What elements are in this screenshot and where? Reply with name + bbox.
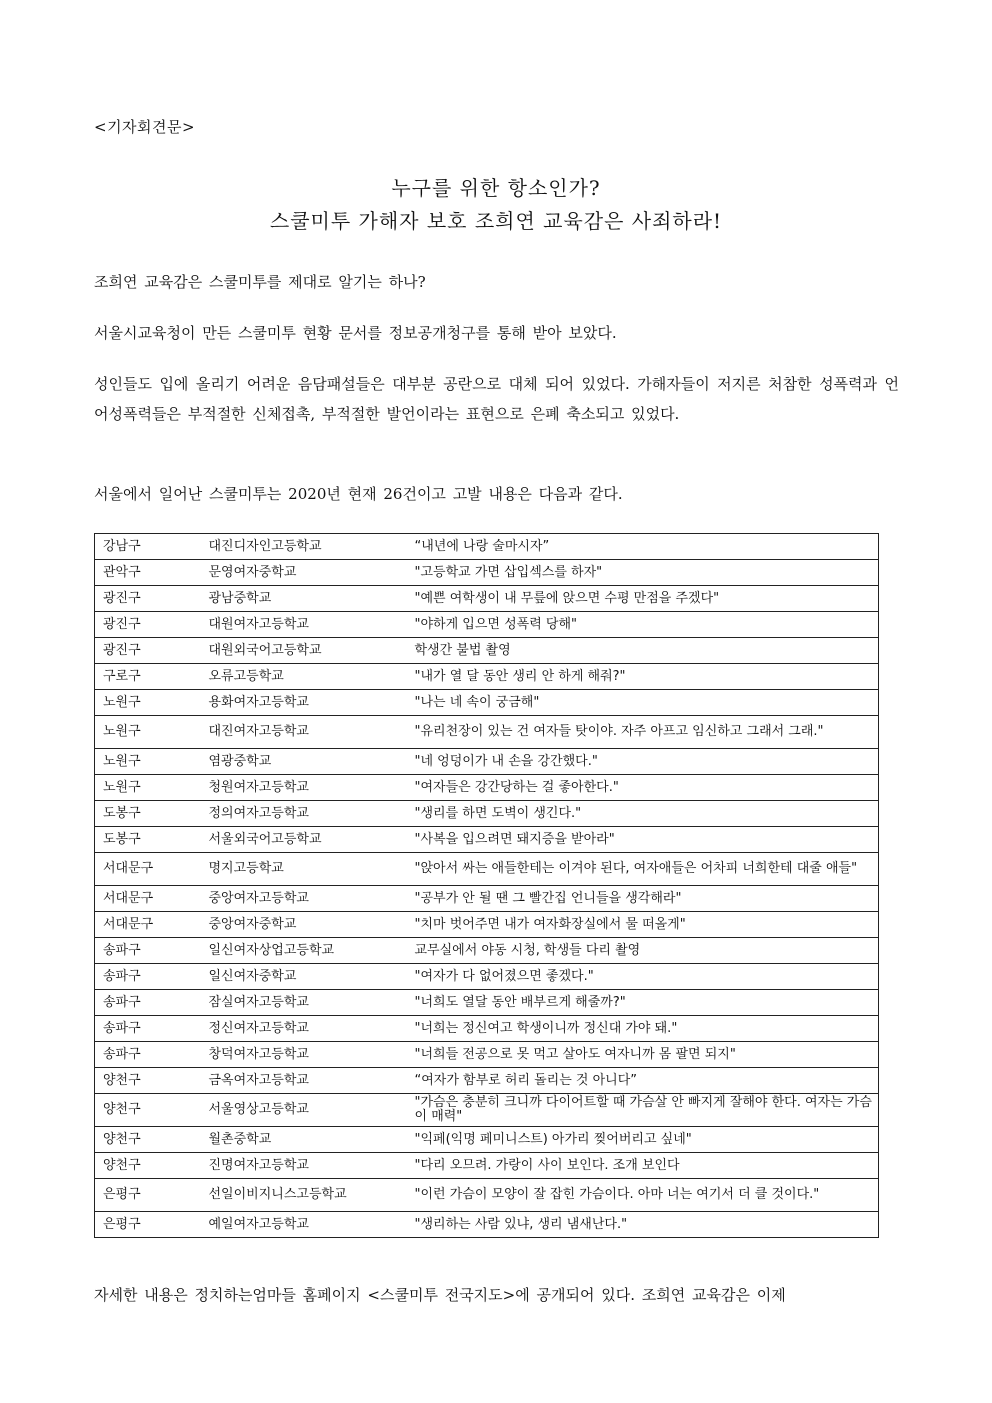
- school-cell: 일신여자중학교: [201, 964, 407, 990]
- district-cell: 광진구: [95, 638, 201, 664]
- paragraph-closing: 자세한 내용은 정치하는엄마들 홈페이지 <스쿨미투 전국지도>에 공개되어 있다. 조희연 교육감은 이제: [94, 1286, 786, 1304]
- school-cell: 잠실여자고등학교: [201, 990, 407, 1016]
- school-cell: 예일여자고등학교: [201, 1212, 407, 1238]
- content-cell: "익페(익명 페미니스트) 아가리 찢어버리고 싶네": [407, 1127, 879, 1153]
- school-cell: 중앙여자중학교: [201, 912, 407, 938]
- school-cell: 대원여자고등학교: [201, 612, 407, 638]
- district-cell: 송파구: [95, 1016, 201, 1042]
- content-cell: "내가 열 달 동안 생리 안 하게 해줘?": [407, 664, 879, 690]
- district-cell: 노원구: [95, 716, 201, 749]
- content-cell: "이런 가슴이 모양이 잘 잡힌 가슴이다. 아마 너는 여기서 더 클 것이다.": [407, 1179, 879, 1212]
- district-cell: 은평구: [95, 1179, 201, 1212]
- table-row: [95, 1179, 879, 1212]
- content-cell: "치마 벗어주면 내가 여자화장실에서 물 떠올게": [407, 912, 879, 938]
- school-cell: 중앙여자고등학교: [201, 886, 407, 912]
- table-row: [95, 638, 879, 664]
- table-row: [95, 612, 879, 638]
- school-cell: 명지고등학교: [201, 853, 407, 886]
- content-cell: "너희는 정신여고 학생이니까 정신대 가야 돼.": [407, 1016, 879, 1042]
- title-line-1: 누구를 위한 항소인가?: [391, 176, 601, 200]
- table-row: [95, 560, 879, 586]
- district-cell: 양천구: [95, 1068, 201, 1094]
- table-row: [95, 1127, 879, 1153]
- content-cell: "너희도 열달 동안 배부르게 해줄까?": [407, 990, 879, 1016]
- content-cell: “여자가 함부로 허리 돌리는 것 아니다”: [407, 1068, 879, 1094]
- school-cell: 대원외국어고등학교: [201, 638, 407, 664]
- table-row: [95, 912, 879, 938]
- school-cell: 서울영상고등학교: [201, 1094, 407, 1127]
- table-row: [95, 1212, 879, 1238]
- school-cell: 대진여자고등학교: [201, 716, 407, 749]
- content-cell: 학생간 불법 촬영: [407, 638, 879, 664]
- paragraph-concealment: 성인들도 입에 올리기 어려운 음담패설들은 대부분 공란으로 대체 되어 있었다. 가해자들이 저지른 처참한 성폭력과 언어성폭력들은 부적절한 신체접촉, 부적절한 발언이라는 표현으로 은폐 축소되고 있었다.: [94, 375, 899, 423]
- district-cell: 강남구: [95, 534, 201, 560]
- district-cell: 송파구: [95, 964, 201, 990]
- district-cell: 노원구: [95, 690, 201, 716]
- content-cell: 교무실에서 야동 시청, 학생들 다리 촬영: [407, 938, 879, 964]
- table-row: [95, 716, 879, 749]
- district-cell: 송파구: [95, 938, 201, 964]
- school-cell: 광남중학교: [201, 586, 407, 612]
- content-cell: "나는 네 속이 궁금해": [407, 690, 879, 716]
- content-cell: "공부가 안 될 땐 그 빨간집 언니들을 생각해라": [407, 886, 879, 912]
- table-row: [95, 1042, 879, 1068]
- content-cell: "너희들 전공으로 못 먹고 살아도 여자니까 몸 팔면 되지": [407, 1042, 879, 1068]
- school-cell: 일신여자상업고등학교: [201, 938, 407, 964]
- district-cell: 양천구: [95, 1153, 201, 1179]
- district-cell: 광진구: [95, 586, 201, 612]
- content-cell: "생리를 하면 도벽이 생긴다.": [407, 801, 879, 827]
- table-row: [95, 534, 879, 560]
- district-cell: 관악구: [95, 560, 201, 586]
- school-cell: 월촌중학교: [201, 1127, 407, 1153]
- school-cell: 오류고등학교: [201, 664, 407, 690]
- paragraph-disclosure: 서울시교육청이 만든 스쿨미투 현황 문서를 정보공개청구를 통해 받아 보았다.: [94, 324, 617, 342]
- district-cell: 서대문구: [95, 912, 201, 938]
- school-cell: 정의여자고등학교: [201, 801, 407, 827]
- table-row: [95, 1068, 879, 1094]
- district-cell: 은평구: [95, 1212, 201, 1238]
- district-cell: 노원구: [95, 749, 201, 775]
- school-cell: 대진디자인고등학교: [201, 534, 407, 560]
- content-cell: "네 엉덩이가 내 손을 강간했다.": [407, 749, 879, 775]
- content-cell: "가슴은 충분히 크니까 다이어트할 때 가슴살 안 빠지게 잘해야 한다. 여자는 가슴이 매력": [407, 1094, 879, 1127]
- district-cell: 도봉구: [95, 827, 201, 853]
- table-row: [95, 1094, 879, 1127]
- content-cell: “내년에 나랑 술마시자”: [407, 534, 879, 560]
- district-cell: 광진구: [95, 612, 201, 638]
- table-row: [95, 664, 879, 690]
- table-row: [95, 1016, 879, 1042]
- district-cell: 서대문구: [95, 886, 201, 912]
- table-row: [95, 586, 879, 612]
- school-cell: 염광중학교: [201, 749, 407, 775]
- paragraph-question: 조희연 교육감은 스쿨미투를 제대로 알기는 하나?: [94, 273, 426, 291]
- content-cell: "여자들은 강간당하는 걸 좋아한다.": [407, 775, 879, 801]
- district-cell: 노원구: [95, 775, 201, 801]
- school-cell: 창덕여자고등학교: [201, 1042, 407, 1068]
- content-cell: "야하게 입으면 성폭력 당해": [407, 612, 879, 638]
- school-cell: 서울외국어고등학교: [201, 827, 407, 853]
- content-cell: "예쁜 여학생이 내 무릎에 앉으면 수평 만점을 주겠다": [407, 586, 879, 612]
- content-cell: "사복을 입으려면 돼지증을 받아라": [407, 827, 879, 853]
- school-cell: 금옥여자고등학교: [201, 1068, 407, 1094]
- content-cell: "유리천장이 있는 건 여자들 탓이야. 자주 아프고 임신하고 그래서 그래.": [407, 716, 879, 749]
- school-cell: 정신여자고등학교: [201, 1016, 407, 1042]
- district-cell: 송파구: [95, 1042, 201, 1068]
- table-row: [95, 853, 879, 886]
- table-row: [95, 827, 879, 853]
- content-cell: "여자가 다 없어졌으면 좋겠다.": [407, 964, 879, 990]
- district-cell: 송파구: [95, 990, 201, 1016]
- table-row: [95, 938, 879, 964]
- district-cell: 서대문구: [95, 853, 201, 886]
- district-cell: 양천구: [95, 1094, 201, 1127]
- table-row: [95, 990, 879, 1016]
- table-row: [95, 749, 879, 775]
- table-row: [95, 801, 879, 827]
- school-cell: 선일이비지니스고등학교: [201, 1179, 407, 1212]
- school-cell: 청원여자고등학교: [201, 775, 407, 801]
- district-cell: 양천구: [95, 1127, 201, 1153]
- content-cell: "다리 오므려. 가랑이 사이 보인다. 조개 보인다: [407, 1153, 879, 1179]
- school-cell: 문영여자중학교: [201, 560, 407, 586]
- table-row: [95, 1153, 879, 1179]
- content-cell: "생리하는 사람 있냐, 생리 냄새난다.": [407, 1212, 879, 1238]
- content-cell: "앉아서 싸는 애들한테는 이겨야 된다, 여자애들은 어차피 너희한테 대줄 애들": [407, 853, 879, 886]
- content-cell: "고등학교 가면 삽입섹스를 하자": [407, 560, 879, 586]
- paragraph-case-intro: 서울에서 일어난 스쿨미투는 2020년 현재 26건이고 고발 내용은 다음과 같다.: [94, 485, 623, 503]
- district-cell: 구로구: [95, 664, 201, 690]
- school-metoo-case-table: [94, 533, 879, 1238]
- title-line-2: 스쿨미투 가해자 보호 조희연 교육감은 사죄하라!: [269, 209, 723, 233]
- school-cell: 진명여자고등학교: [201, 1153, 407, 1179]
- table-row: [95, 886, 879, 912]
- district-cell: 도봉구: [95, 801, 201, 827]
- table-row: [95, 775, 879, 801]
- document-type-label: <기자회견문>: [94, 118, 196, 136]
- table-row: [95, 964, 879, 990]
- school-cell: 용화여자고등학교: [201, 690, 407, 716]
- table-row: [95, 690, 879, 716]
